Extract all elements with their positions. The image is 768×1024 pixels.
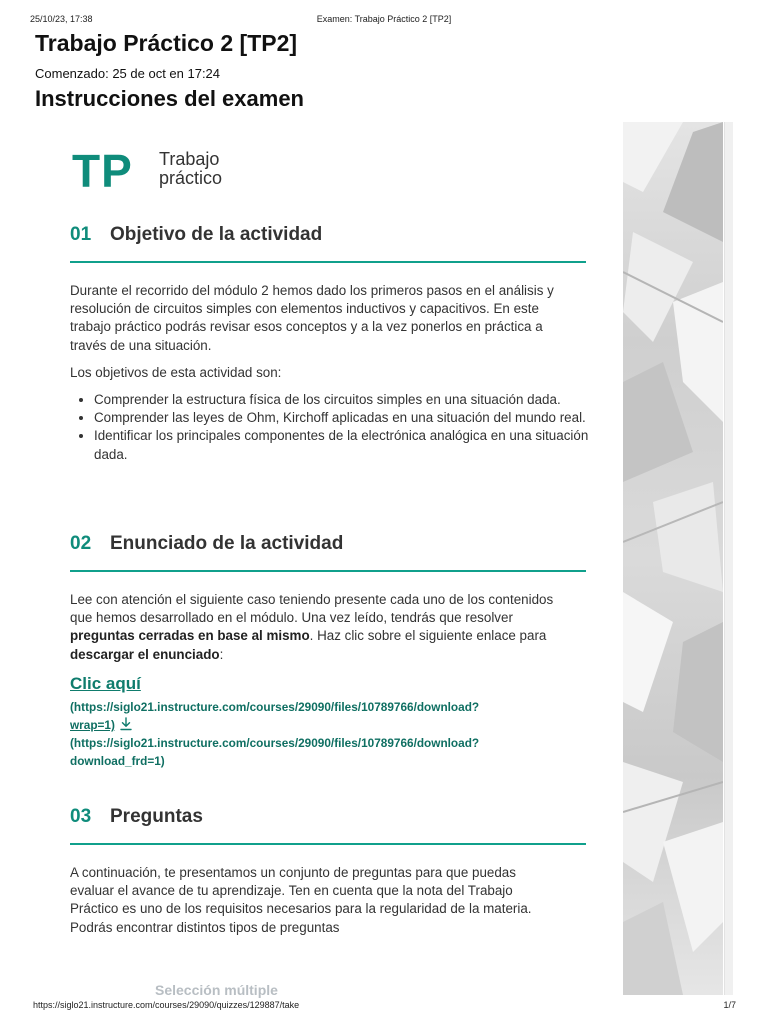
- statement-text: :: [219, 646, 224, 662]
- statement-text: . Haz clic sobre el siguiente enlace para: [309, 628, 547, 644]
- tp-logo-line1: Trabajo: [159, 149, 220, 169]
- tp-logo-words: [159, 150, 269, 188]
- tp-logo-abbr: TP: [72, 145, 133, 197]
- statement-paragraph: [70, 591, 560, 664]
- link-url-1-line2[interactable]: wrap=1): [70, 718, 115, 733]
- link-url-2-line1[interactable]: (https://siglo21.instructure.com/courses/29090/files/10789766/download?: [70, 736, 480, 750]
- side-scrollbar[interactable]: [724, 122, 733, 995]
- objective-paragraph: Durante el recorrido del módulo 2 hemos dado los primeros pasos en el análisis y resolución de circuitos simples con elementos inductivos y capacitivos. En este trabajo práctico podrás revisar esos conceptos y a la vez ponerlos en práctica a través de una situación.: [70, 283, 554, 353]
- instructions-heading: Instrucciones del examen: [35, 86, 304, 111]
- section-title: Objetivo de la actividad: [110, 224, 323, 245]
- print-header: [30, 14, 738, 26]
- print-url: https://siglo21.instructure.com/courses/29090/quizzes/129887/take: [33, 1000, 300, 1010]
- download-link[interactable]: Clic aquí: [70, 674, 141, 693]
- abstract-shapes-graphic: [623, 122, 723, 995]
- section-number: 01: [70, 224, 92, 245]
- section-number: 02: [70, 533, 92, 554]
- link-url-2-line2[interactable]: download_frd=1): [70, 754, 165, 769]
- section-title: Enunciado de la actividad: [110, 533, 344, 554]
- objectives-list: [70, 391, 614, 464]
- started-timestamp: Comenzado: 25 de oct en 17:24: [35, 66, 221, 81]
- tp-logo-line2: práctico: [159, 168, 223, 188]
- question-type-label: Selección múltiple: [155, 982, 278, 998]
- section-divider: [70, 570, 586, 572]
- decorative-side-image: [623, 122, 723, 995]
- link-url-1-line1[interactable]: (https://siglo21.instructure.com/courses/29090/files/10789766/download?: [70, 700, 480, 714]
- statement-bold-text: preguntas cerradas en base al mismo: [70, 628, 310, 644]
- quiz-title: Trabajo Práctico 2 [TP2]: [35, 30, 298, 56]
- print-page-title: Examen: Trabajo Práctico 2 [TP2]: [316, 14, 452, 24]
- page-number: 1/7: [723, 1000, 736, 1010]
- section-divider: [70, 261, 586, 263]
- section-number: 03: [70, 806, 92, 827]
- section-divider: [70, 843, 586, 845]
- print-datetime: 25/10/23, 17:38: [30, 14, 93, 24]
- link-url-1[interactable]: [70, 698, 570, 736]
- statement-text: Lee con atención el siguiente caso teniendo presente cada uno de los contenidos que hemos desarrollado en el módulo. Una vez leído, tendrás que resolver: [70, 592, 554, 626]
- section-title: Preguntas: [110, 806, 203, 827]
- list-item: • Comprender las leyes de Ohm, Kirchoff aplicadas en una situación del mundo real.: [94, 409, 614, 427]
- objectives-intro: Los objetivos de esta actividad son:: [70, 365, 282, 380]
- questions-paragraph: A continuación, te presentamos un conjunto de preguntas para que puedas evaluar el avance de tu aprendizaje. Ten en cuenta que la nota del Trabajo Práctico es uno de los requisitos necesarios para la regularidad de la materia. Podrás encontrar distintos tipos de preguntas: [70, 865, 532, 935]
- list-item: • Comprender la estructura física de los circuitos simples en una situación dada.: [94, 391, 614, 409]
- statement-bold-text: descargar el enunciado: [70, 646, 220, 662]
- link-url-2[interactable]: [70, 734, 570, 770]
- list-item: • Identificar los principales componentes de la electrónica analógica en una situación dada.: [94, 427, 614, 463]
